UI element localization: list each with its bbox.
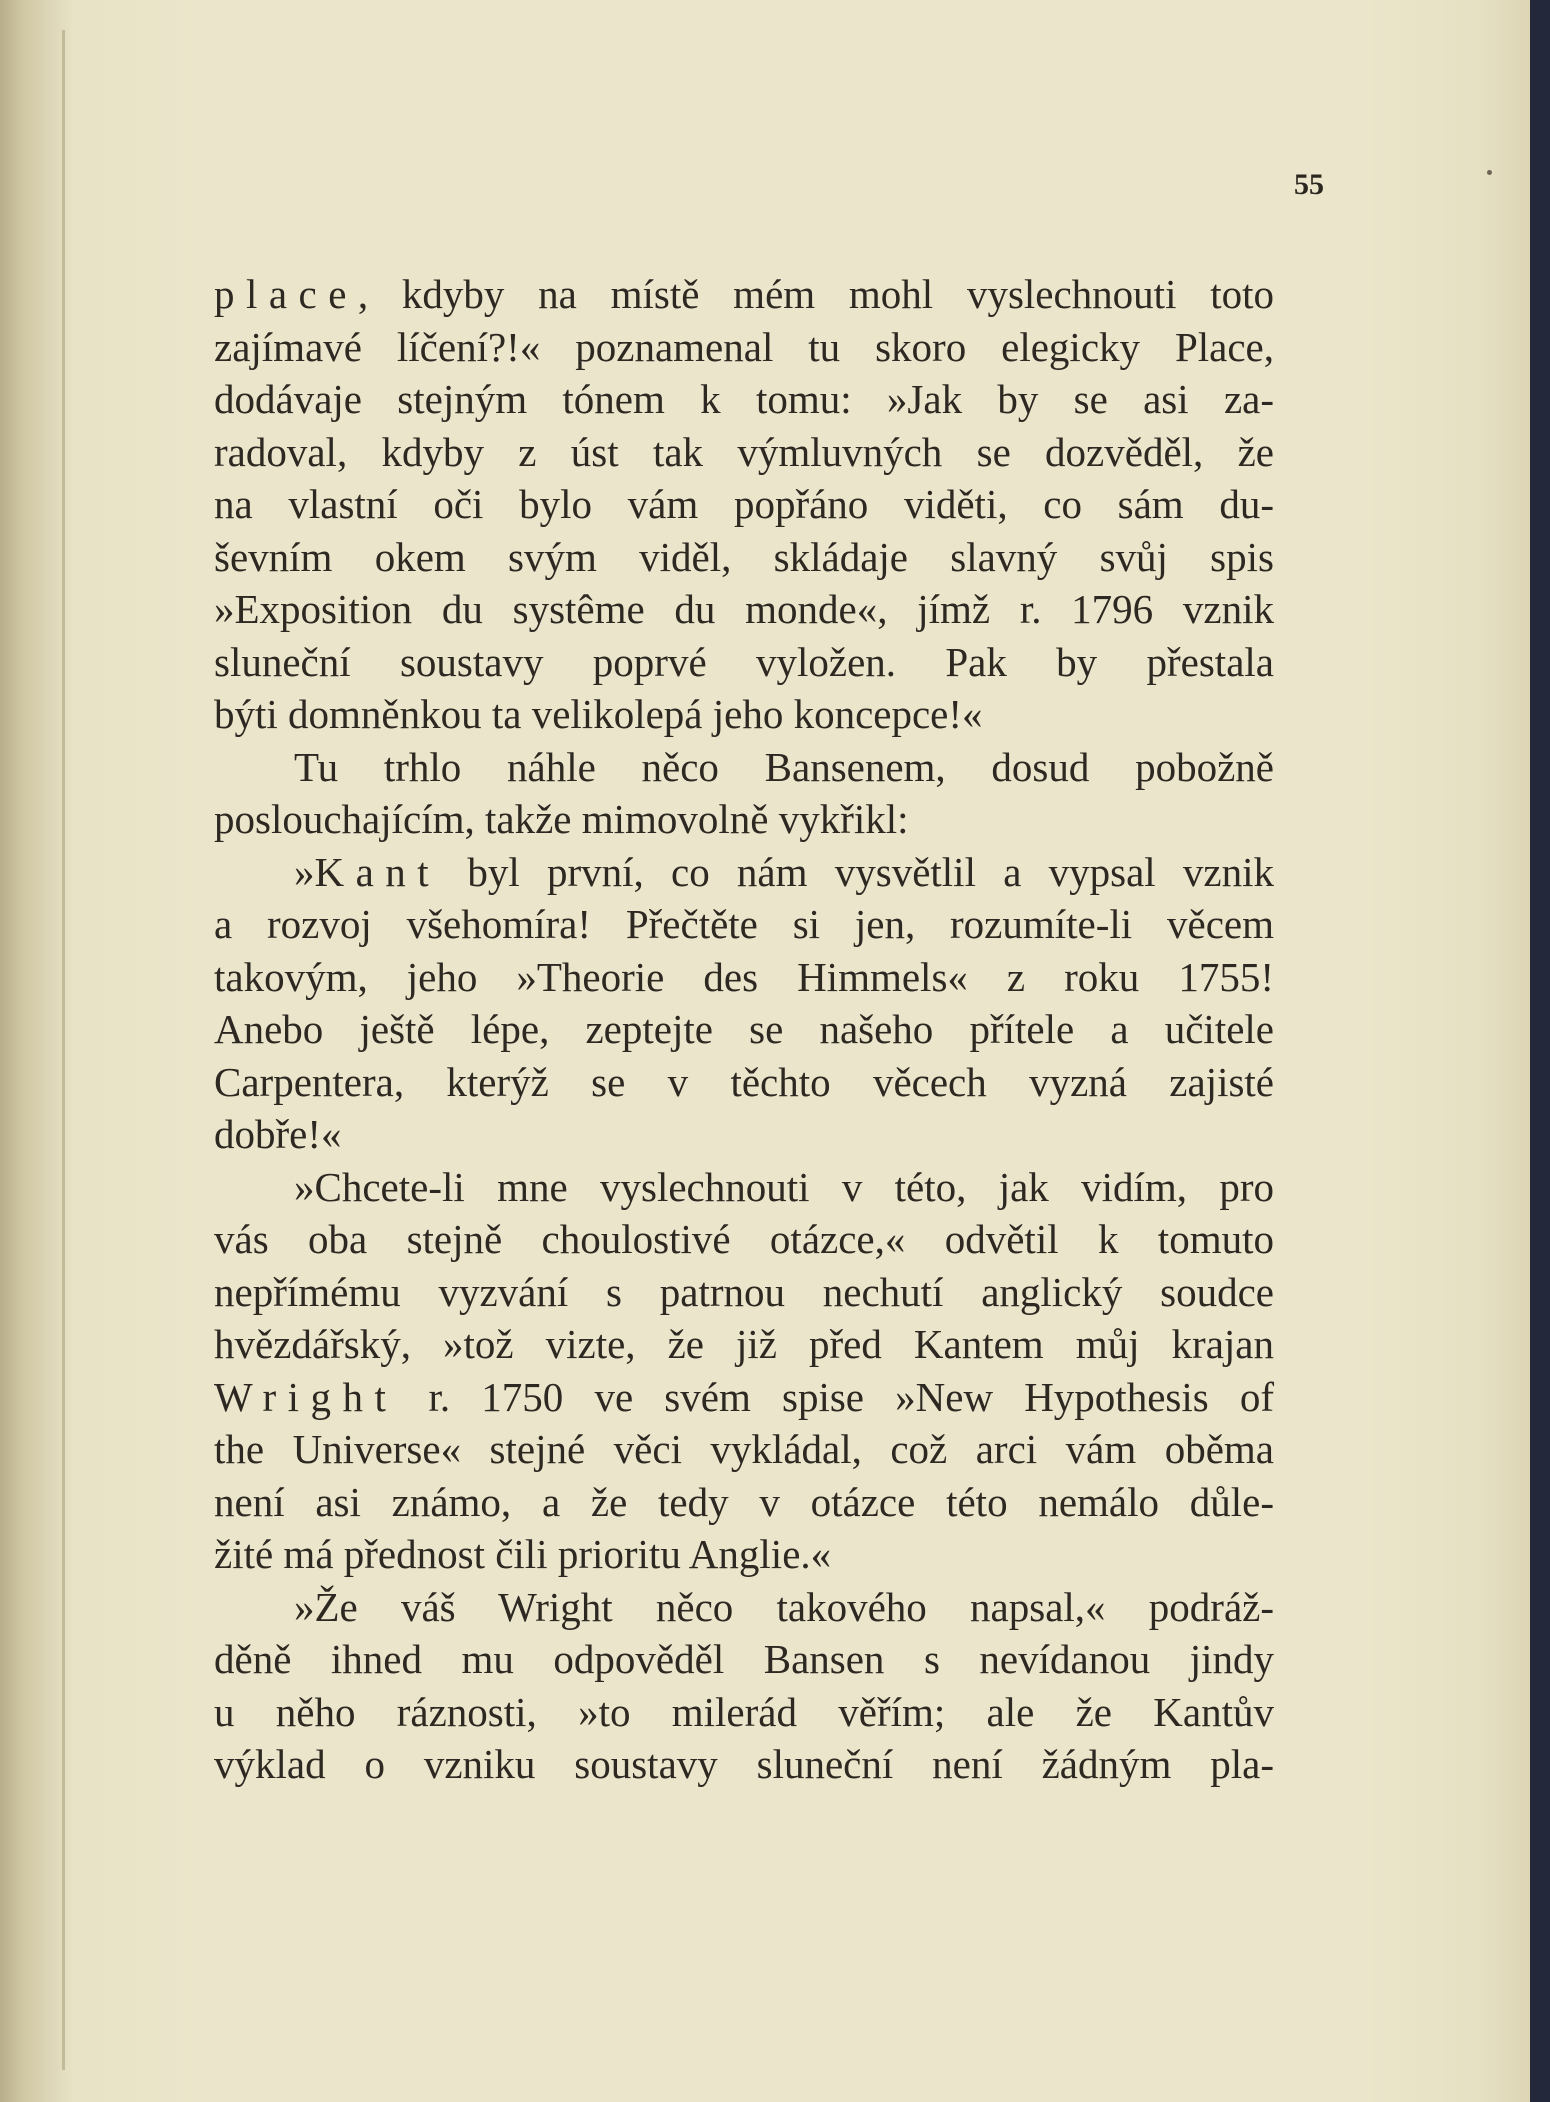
text-line: the Universe« stejné věci vykládal, což arci vám oběma [214,1426,1274,1472]
text-line: dobře!« [214,1111,342,1157]
text-line: radoval, kdyby z úst tak výmluvných se dozvěděl, že [214,428,1274,475]
text-line: a rozvoj všehomíra! Přečtěte si jen, rozumíte-li věcem [214,901,1274,947]
scan-dark-border [1530,0,1550,2102]
text-line: Wright r. 1750 ve svém spise »New Hypothesis of [214,1373,1274,1420]
text-line: žité má přednost čili prioritu Anglie.« [214,1531,832,1577]
text-line: »Chcete-li mne vyslechnouti v této, jak vidím, pro [294,1163,1274,1210]
text-line: »Že váš Wright něco takového napsal,« podráž- [294,1583,1274,1630]
paper-spot [1487,170,1492,175]
text-line: takovým, jeho »Theorie des Himmels« z roku 1755! [214,953,1274,1000]
text-line: u něho ráznosti, »to milerád věřím; ale že Kantův [214,1688,1274,1735]
text-line: place, kdyby na místě mém mohl vyslechnouti toto [214,271,1274,317]
text-line: výklad o vzniku soustavy sluneční není žádným pla- [214,1741,1274,1787]
text-line: poslouchajícím, takže mimovolně vykřikl: [214,796,909,842]
spaced-name: Wright [214,1373,398,1420]
text-line: »Exposition du systême du monde«, jímž r. 1796 vznik [214,586,1274,632]
page-edge-line [62,30,65,2070]
text-line: děně ihned mu odpověděl Bansen s nevídanou jindy [214,1636,1274,1682]
page-number: 55 [1294,168,1324,201]
text-line: není asi známo, a že tedy v otázce této nemálo důle- [214,1478,1274,1525]
text-line: Anebo ještě lépe, zeptejte se našeho přítele a učitele [214,1006,1274,1052]
spaced-name: place [214,271,358,317]
text-line: sluneční soustavy poprvé vyložen. Pak by přestala [214,638,1274,685]
text-line: nepřímému vyzvání s patrnou nechutí anglický soudce [214,1268,1274,1315]
text-line: vás oba stejně choulostivé otázce,« odvětil k tomuto [214,1216,1274,1262]
text-line: dodávaje stejným tónem k tomu: »Jak by se asi za- [214,376,1274,422]
body-text [214,268,1274,1791]
text-line: na vlastní oči bylo vám popřáno viděti, co sám du- [214,481,1274,527]
text-line: Tu trhlo náhle něco Bansenem, dosud pobožně [294,743,1274,790]
text-line: ševním okem svým viděl, skládaje slavný svůj spis [214,533,1274,580]
text-line: »Kant byl první, co nám vysvětlil a vypsal vznik [294,848,1274,895]
spaced-name: Kant [314,848,441,895]
text-line: zajímavé líčení?!« poznamenal tu skoro elegicky Place, [214,323,1274,370]
text-line: býti domněnkou ta velikolepá jeho koncepce!« [214,691,983,737]
text-line: Carpentera, kterýž se v těchto věcech vyzná zajisté [214,1058,1274,1105]
text-line: hvězdářský, »tož vizte, že již před Kantem můj krajan [214,1321,1274,1367]
